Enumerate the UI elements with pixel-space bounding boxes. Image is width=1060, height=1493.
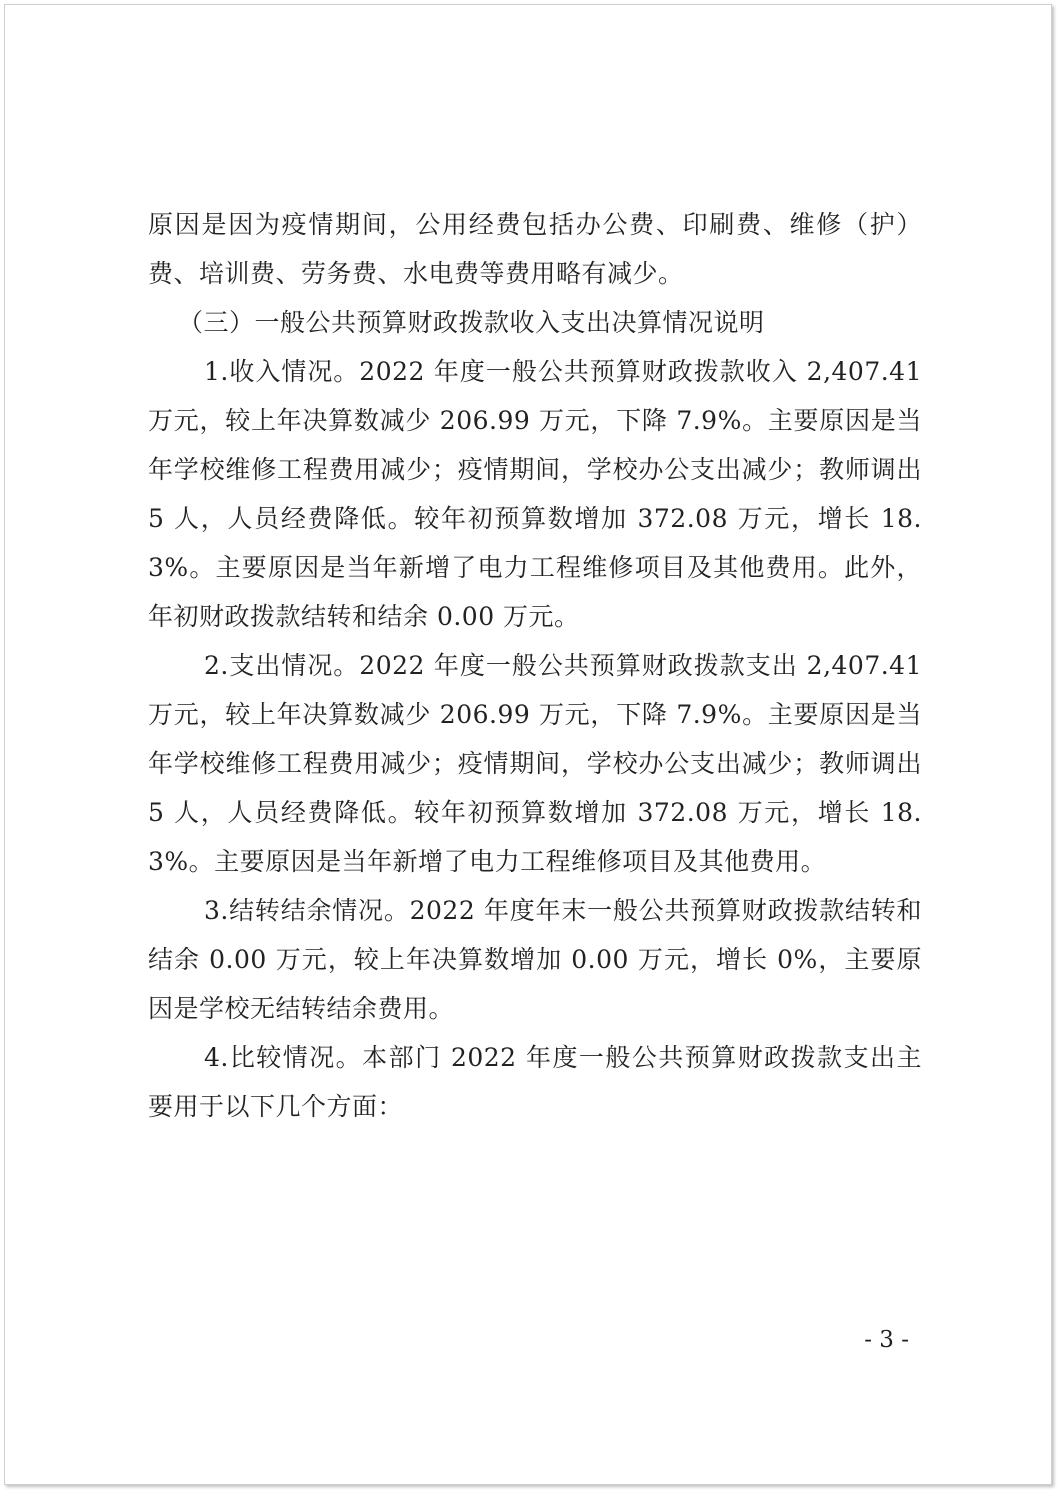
section-heading: （三）一般公共预算财政拨款收入支出决算情况说明 bbox=[178, 308, 765, 337]
page-body bbox=[148, 200, 922, 1131]
paragraph-income: 1.收入情况。2022 年度一般公共预算财政拨款收入 2,407.41 万元，较上年决算数减少 206.99 万元，下降 7.9%。主要原因是当年学校维修工程费用减少；疫情期间，学校办公支出减少；教师调出 5 人，人员经费降低。较年初预算数增加 372.08 万元，增长 18.3%。主要原因是当年新增了电力工程维修项目及其他费用。此外，年初财政拨款结转和结余 0.00 万元。 bbox=[148, 357, 922, 631]
paragraph-continuation: 原因是因为疫情期间，公用经费包括办公费、印刷费、维修（护）费、培训费、劳务费、水电费等费用略有减少。 bbox=[148, 210, 922, 288]
paragraph-carryover: 3.结转结余情况。2022 年度年末一般公共预算财政拨款结转和结余 0.00 万元，较上年决算数增加 0.00 万元，增长 0%，主要原因是学校无结转结余费用。 bbox=[148, 896, 922, 1023]
page-number: - 3 - bbox=[864, 1327, 909, 1353]
document-page bbox=[4, 4, 1052, 1485]
paragraph-expenditure: 2.支出情况。2022 年度一般公共预算财政拨款支出 2,407.41 万元，较上年决算数减少 206.99 万元，下降 7.9%。主要原因是当年学校维修工程费用减少；疫情期间，学校办公支出减少；教师调出 5 人，人员经费降低。较年初预算数增加 372.08 万元，增长 18.3%。主要原因是当年新增了电力工程维修项目及其他费用。 bbox=[148, 651, 922, 876]
paragraph-comparison: 4.比较情况。本部门 2022 年度一般公共预算财政拨款支出主要用于以下几个方面： bbox=[148, 1043, 922, 1121]
